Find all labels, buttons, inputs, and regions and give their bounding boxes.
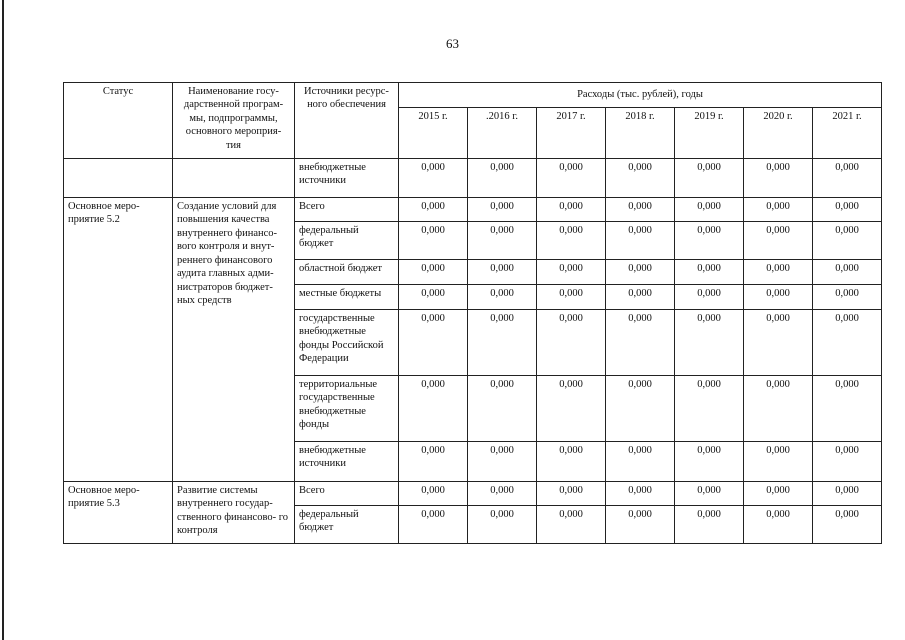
expense-value-cell: 0,000 xyxy=(468,159,537,198)
table-row xyxy=(64,198,882,222)
expense-value-cell: 0,000 xyxy=(606,198,675,222)
expense-value-cell: 0,000 xyxy=(537,285,606,310)
expense-value-cell: 0,000 xyxy=(468,285,537,310)
year-header: .2016 г. xyxy=(468,108,537,159)
expense-value-cell: 0,000 xyxy=(468,222,537,260)
expense-value-cell: 0,000 xyxy=(606,506,675,544)
page-edge-rule xyxy=(2,0,4,640)
expense-value-cell: 0,000 xyxy=(537,376,606,442)
expense-value-cell: 0,000 xyxy=(537,442,606,482)
expense-value-cell: 0,000 xyxy=(744,285,813,310)
expense-value-cell: 0,000 xyxy=(606,376,675,442)
expense-value-cell: 0,000 xyxy=(399,482,468,506)
expense-value-cell: 0,000 xyxy=(468,260,537,285)
funding-source-cell: областной бюджет xyxy=(295,260,399,285)
expense-value-cell: 0,000 xyxy=(537,159,606,198)
expense-value-cell: 0,000 xyxy=(813,159,882,198)
expense-value-cell: 0,000 xyxy=(813,285,882,310)
expense-value-cell: 0,000 xyxy=(813,376,882,442)
program-name-cell: Создание условий для повышения качества внутреннего финансо- вого контроля и внут- реннего финансового аудита главных адми- нистраторов бюджет- ных средств xyxy=(173,198,295,482)
expense-value-cell: 0,000 xyxy=(468,198,537,222)
year-header: 2018 г. xyxy=(606,108,675,159)
expense-value-cell: 0,000 xyxy=(813,506,882,544)
expense-value-cell: 0,000 xyxy=(468,442,537,482)
header-program-name: Наименование госу- дарственной програм- мы, подпрограммы, основного мероприя- тия xyxy=(173,83,295,159)
expense-value-cell: 0,000 xyxy=(813,198,882,222)
expense-value-cell: 0,000 xyxy=(399,310,468,376)
funding-source-cell: федеральный бюджет xyxy=(295,506,399,544)
expense-value-cell: 0,000 xyxy=(399,376,468,442)
budget-table xyxy=(63,82,882,544)
expense-value-cell: 0,000 xyxy=(606,159,675,198)
expense-value-cell: 0,000 xyxy=(399,198,468,222)
year-header: 2017 г. xyxy=(537,108,606,159)
expense-value-cell: 0,000 xyxy=(675,222,744,260)
expense-value-cell: 0,000 xyxy=(675,506,744,544)
expense-value-cell: 0,000 xyxy=(468,506,537,544)
expense-value-cell: 0,000 xyxy=(744,310,813,376)
expense-value-cell: 0,000 xyxy=(606,310,675,376)
expense-value-cell: 0,000 xyxy=(537,198,606,222)
expense-value-cell: 0,000 xyxy=(675,198,744,222)
expense-value-cell: 0,000 xyxy=(813,222,882,260)
expense-value-cell: 0,000 xyxy=(606,260,675,285)
expense-value-cell: 0,000 xyxy=(537,310,606,376)
program-name-cell xyxy=(173,159,295,198)
funding-source-cell: федеральный бюджет xyxy=(295,222,399,260)
expense-value-cell: 0,000 xyxy=(813,310,882,376)
expense-value-cell: 0,000 xyxy=(468,310,537,376)
status-cell xyxy=(64,159,173,198)
funding-source-cell: внебюджетные источники xyxy=(295,442,399,482)
expense-value-cell: 0,000 xyxy=(399,222,468,260)
expense-value-cell: 0,000 xyxy=(399,506,468,544)
expense-value-cell: 0,000 xyxy=(399,260,468,285)
expense-value-cell: 0,000 xyxy=(537,222,606,260)
expense-value-cell: 0,000 xyxy=(468,482,537,506)
expense-value-cell: 0,000 xyxy=(606,222,675,260)
table-row xyxy=(64,482,882,506)
funding-source-cell: государственные внебюджетные фонды Российской Федерации xyxy=(295,310,399,376)
expense-value-cell: 0,000 xyxy=(399,159,468,198)
expense-value-cell: 0,000 xyxy=(744,260,813,285)
expense-value-cell: 0,000 xyxy=(744,222,813,260)
funding-source-cell: внебюджетные источники xyxy=(295,159,399,198)
expense-value-cell: 0,000 xyxy=(399,442,468,482)
funding-source-cell: территориальные государственные внебюджетные фонды xyxy=(295,376,399,442)
expense-value-cell: 0,000 xyxy=(744,482,813,506)
expense-value-cell: 0,000 xyxy=(675,442,744,482)
year-header: 2020 г. xyxy=(744,108,813,159)
expense-value-cell: 0,000 xyxy=(537,260,606,285)
expense-value-cell: 0,000 xyxy=(606,285,675,310)
expense-value-cell: 0,000 xyxy=(744,376,813,442)
expense-value-cell: 0,000 xyxy=(537,506,606,544)
expense-value-cell: 0,000 xyxy=(813,442,882,482)
expense-value-cell: 0,000 xyxy=(744,198,813,222)
status-cell: Основное меро- приятие 5.3 xyxy=(64,482,173,544)
expense-value-cell: 0,000 xyxy=(606,442,675,482)
expense-value-cell: 0,000 xyxy=(537,482,606,506)
year-header: 2021 г. xyxy=(813,108,882,159)
expense-value-cell: 0,000 xyxy=(675,482,744,506)
expense-value-cell: 0,000 xyxy=(675,159,744,198)
funding-source-cell: Всего xyxy=(295,198,399,222)
expense-value-cell: 0,000 xyxy=(744,159,813,198)
program-name-cell: Развитие системы внутреннего государ- ственного финансово- го контроля xyxy=(173,482,295,544)
header-expenses: Расходы (тыс. рублей), годы xyxy=(399,83,882,108)
header-status: Статус xyxy=(64,83,173,159)
expense-value-cell: 0,000 xyxy=(675,310,744,376)
expense-value-cell: 0,000 xyxy=(813,260,882,285)
expense-value-cell: 0,000 xyxy=(675,376,744,442)
expense-value-cell: 0,000 xyxy=(675,260,744,285)
year-header: 2019 г. xyxy=(675,108,744,159)
year-header: 2015 г. xyxy=(399,108,468,159)
expense-value-cell: 0,000 xyxy=(813,482,882,506)
table-row xyxy=(64,159,882,198)
header-funding-sources: Источники ресурс- ного обеспечения xyxy=(295,83,399,159)
expense-value-cell: 0,000 xyxy=(675,285,744,310)
status-cell: Основное меро- приятие 5.2 xyxy=(64,198,173,482)
expense-value-cell: 0,000 xyxy=(744,506,813,544)
expense-value-cell: 0,000 xyxy=(744,442,813,482)
expense-value-cell: 0,000 xyxy=(606,482,675,506)
expense-value-cell: 0,000 xyxy=(468,376,537,442)
page-number: 63 xyxy=(446,36,459,51)
expense-value-cell: 0,000 xyxy=(399,285,468,310)
funding-source-cell: Всего xyxy=(295,482,399,506)
funding-source-cell: местные бюджеты xyxy=(295,285,399,310)
